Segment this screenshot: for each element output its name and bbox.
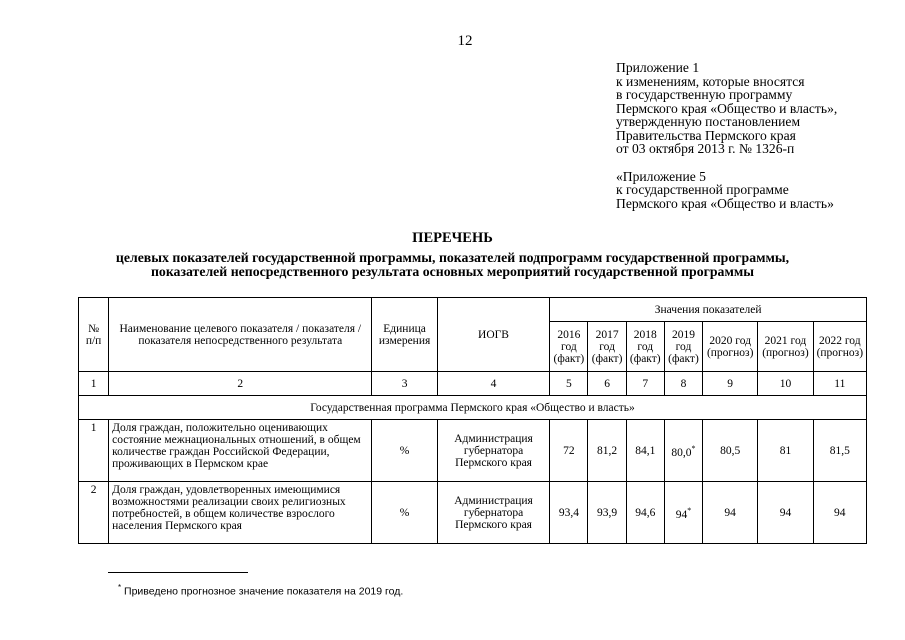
subtitle-line: показателей непосредственного результата основных мероприятий государственной программы xyxy=(150,264,755,279)
document-subtitle xyxy=(0,251,905,279)
subtitle-line: целевых показателей государственной программы, показателей подпрограмм государственной программы, xyxy=(115,250,790,265)
row-value: 94 xyxy=(758,482,813,544)
header-iogv: ИОГВ xyxy=(437,298,550,372)
header-unit: Единица измерения xyxy=(372,298,437,372)
header-year: 2020 год (прогноз) xyxy=(703,322,758,372)
row-value: 81,2 xyxy=(588,420,626,482)
footnote-mark: * xyxy=(687,505,692,515)
row-value: 80,5 xyxy=(703,420,758,482)
row-value: 84,1 xyxy=(626,420,664,482)
header-num: № п/п xyxy=(79,298,109,372)
appendix-line: Правительства Пермского края xyxy=(616,127,796,143)
footnote-divider xyxy=(108,572,248,573)
appendix5-line: «Приложение 5 xyxy=(616,168,706,184)
column-number: 2 xyxy=(109,372,372,396)
row-unit: % xyxy=(372,420,437,482)
row-value-text: 94 xyxy=(675,508,688,521)
appendix-line: утвержденную постановлением xyxy=(616,114,801,129)
column-number: 11 xyxy=(813,372,866,396)
appendix-line: Приложение 1 xyxy=(616,60,700,75)
column-number: 9 xyxy=(703,372,758,396)
row-value: 94 xyxy=(703,482,758,544)
appendix-line: Пермского края «Общество и власть», xyxy=(616,100,838,116)
row-value: 72 xyxy=(550,420,588,482)
row-iogv: Администрация губернатора Пермского края xyxy=(437,482,550,544)
row-value: 81,5 xyxy=(813,420,866,482)
row-value: 81 xyxy=(758,420,813,482)
column-number: 5 xyxy=(550,372,588,396)
row-name: Доля граждан, удовлетворенных имеющимися возможностями реализации своих религиозных потребностей, в общем количестве взрослого населения Пермского края xyxy=(109,482,372,544)
footnote xyxy=(118,583,403,598)
appendix-line: к изменениям, которые вносятся xyxy=(616,73,805,89)
header-year: 2022 год (прогноз) xyxy=(813,322,866,372)
row-unit: % xyxy=(372,482,437,544)
appendix-line: от 03 октября 2013 г. № 1326-п xyxy=(616,141,795,156)
column-number: 1 xyxy=(79,372,109,396)
table-row xyxy=(79,420,867,482)
row-value: 93,9 xyxy=(588,482,626,544)
header-name: Наименование целевого показателя / показателя / показателя непосредственного результата xyxy=(109,298,372,372)
column-number: 10 xyxy=(758,372,813,396)
header-year: 2018 год (факт) xyxy=(626,322,664,372)
appendix-block xyxy=(616,61,901,210)
row-num: 1 xyxy=(79,420,109,482)
row-value xyxy=(664,482,702,544)
footnote-mark: * xyxy=(691,443,696,453)
column-number: 7 xyxy=(626,372,664,396)
header-year: 2019 год (факт) xyxy=(664,322,702,372)
row-value: 93,4 xyxy=(550,482,588,544)
header-values-group: Значения показателей xyxy=(550,298,867,322)
footnote-text: Приведено прогнозное значение показателя на 2019 год. xyxy=(121,585,404,598)
table-row xyxy=(79,482,867,544)
column-number: 3 xyxy=(372,372,437,396)
column-number: 8 xyxy=(664,372,702,396)
column-number: 6 xyxy=(588,372,626,396)
row-value-text: 80,0 xyxy=(671,446,692,459)
row-iogv: Администрация губернатора Пермского края xyxy=(437,420,550,482)
row-num: 2 xyxy=(79,482,109,544)
document-title: ПЕРЕЧЕНЬ xyxy=(412,230,493,246)
header-year: 2016 год (факт) xyxy=(550,322,588,372)
section-title: Государственная программа Пермского края «Общество и власть» xyxy=(79,396,867,420)
row-value: 94 xyxy=(813,482,866,544)
indicators-table xyxy=(78,297,867,544)
header-year: 2017 год (факт) xyxy=(588,322,626,372)
page-number: 12 xyxy=(457,33,473,49)
footnote-mark: * xyxy=(118,583,122,592)
row-value xyxy=(664,420,702,482)
header-year: 2021 год (прогноз) xyxy=(758,322,813,372)
column-number: 4 xyxy=(437,372,550,396)
appendix-line: в государственную программу xyxy=(616,87,793,102)
row-value: 94,6 xyxy=(626,482,664,544)
appendix5-line: Пермского края «Общество и власть» xyxy=(616,195,834,211)
row-name: Доля граждан, положительно оценивающих состояние межнациональных отношений, в общем количестве граждан Российской Федерации, проживающих в Пермском крае xyxy=(109,420,372,482)
appendix5-line: к государственной программе xyxy=(616,182,789,197)
